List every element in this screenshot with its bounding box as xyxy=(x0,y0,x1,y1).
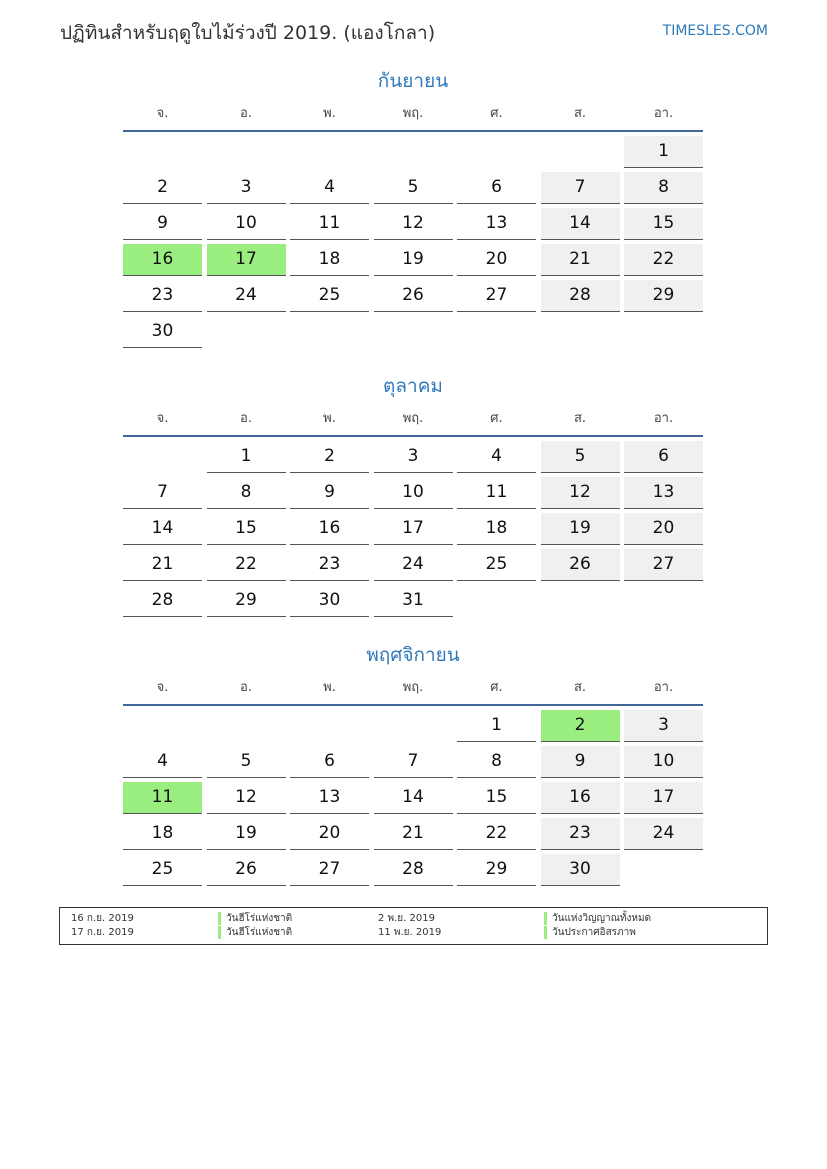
day-cell: 27 xyxy=(624,549,703,581)
day-cell: 24 xyxy=(374,549,453,581)
day-cell: 4 xyxy=(123,746,202,778)
weekday-label: พฤ. xyxy=(402,411,424,426)
day-cell: 22 xyxy=(457,818,536,850)
day-cell: 25 xyxy=(290,280,369,312)
day-cell: 15 xyxy=(457,782,536,814)
day-grid xyxy=(123,706,703,922)
legend-row xyxy=(60,926,767,939)
day-cell: 19 xyxy=(374,244,453,276)
day-cell: 20 xyxy=(290,818,369,850)
day-cell: 4 xyxy=(290,172,369,204)
day-cell: 18 xyxy=(457,513,536,545)
weekday-label: ศ. xyxy=(490,411,503,426)
day-cell-holiday: 11 xyxy=(123,782,202,814)
day-cell: 23 xyxy=(290,549,369,581)
day-cell: 3 xyxy=(207,172,286,204)
day-cell: 12 xyxy=(207,782,286,814)
weekday-label: พ. xyxy=(323,411,336,426)
day-cell: 10 xyxy=(374,477,453,509)
day-cell: 28 xyxy=(374,854,453,886)
month-title: พฤศจิกายน xyxy=(366,644,460,666)
weekday-label: จ. xyxy=(156,411,169,426)
legend-date: 16 ก.ย. 2019 xyxy=(71,913,134,924)
day-cell: 26 xyxy=(207,854,286,886)
day-cell: 29 xyxy=(457,854,536,886)
month-september xyxy=(123,68,703,348)
day-cell: 16 xyxy=(290,513,369,545)
day-cell: 5 xyxy=(207,746,286,778)
page-title: ปฏิทินสำหรับฤดูใบไม้ร่วงปี 2019. (แองโกลา) xyxy=(60,22,436,44)
day-cell: 27 xyxy=(290,854,369,886)
weekday-label: พ. xyxy=(323,106,336,121)
weekday-label: ส. xyxy=(573,106,587,121)
day-cell: 25 xyxy=(457,549,536,581)
weekday-label: จ. xyxy=(156,106,169,121)
day-cell: 28 xyxy=(541,280,620,312)
month-october xyxy=(123,373,703,653)
day-cell: 26 xyxy=(374,280,453,312)
day-cell: 15 xyxy=(624,208,703,240)
weekday-label: ส. xyxy=(573,680,587,695)
weekday-label: พฤ. xyxy=(402,106,424,121)
day-cell: 9 xyxy=(290,477,369,509)
day-cell: 20 xyxy=(457,244,536,276)
day-cell: 17 xyxy=(374,513,453,545)
legend-holiday-name: วันฮีโร่แห่งชาติ xyxy=(218,912,292,925)
day-cell: 30 xyxy=(541,854,620,886)
weekday-label: อา. xyxy=(653,411,674,426)
day-cell: 24 xyxy=(207,280,286,312)
legend-row xyxy=(60,912,767,925)
weekday-label: อ. xyxy=(240,680,252,695)
weekday-header xyxy=(123,678,703,706)
day-cell: 6 xyxy=(624,441,703,473)
day-cell: 23 xyxy=(123,280,202,312)
day-cell: 12 xyxy=(374,208,453,240)
day-cell: 18 xyxy=(290,244,369,276)
month-november xyxy=(123,642,703,922)
legend-holiday-name: วันแห่งวิญญาณทั้งหมด xyxy=(544,912,651,925)
day-cell: 21 xyxy=(374,818,453,850)
day-cell: 30 xyxy=(290,585,369,617)
day-cell: 14 xyxy=(374,782,453,814)
weekday-label: ส. xyxy=(573,411,587,426)
day-cell: 22 xyxy=(624,244,703,276)
weekday-label: ศ. xyxy=(490,680,503,695)
legend-date: 11 พ.ย. 2019 xyxy=(378,927,442,938)
day-cell-holiday: 16 xyxy=(123,244,202,276)
holiday-legend xyxy=(59,907,768,945)
legend-holiday-name: วันฮีโร่แห่งชาติ xyxy=(218,926,292,939)
day-cell: 6 xyxy=(290,746,369,778)
day-cell: 19 xyxy=(541,513,620,545)
day-grid xyxy=(123,437,703,653)
day-cell: 13 xyxy=(624,477,703,509)
day-cell: 1 xyxy=(457,710,536,742)
day-cell: 4 xyxy=(457,441,536,473)
day-cell: 2 xyxy=(123,172,202,204)
day-cell: 24 xyxy=(624,818,703,850)
weekday-label: พฤ. xyxy=(402,680,424,695)
day-cell: 3 xyxy=(624,710,703,742)
day-cell: 17 xyxy=(624,782,703,814)
day-cell: 7 xyxy=(541,172,620,204)
weekday-label: อ. xyxy=(240,411,252,426)
day-cell: 1 xyxy=(207,441,286,473)
day-cell: 31 xyxy=(374,585,453,617)
legend-date: 17 ก.ย. 2019 xyxy=(71,927,134,938)
day-cell: 13 xyxy=(457,208,536,240)
day-cell: 8 xyxy=(457,746,536,778)
day-cell: 21 xyxy=(123,549,202,581)
brand-link[interactable]: TIMESLES.COM xyxy=(662,23,768,39)
month-title: ตุลาคม xyxy=(383,375,443,397)
weekday-header xyxy=(123,104,703,132)
day-cell: 18 xyxy=(123,818,202,850)
day-cell: 22 xyxy=(207,549,286,581)
day-cell: 8 xyxy=(624,172,703,204)
day-cell: 14 xyxy=(123,513,202,545)
day-cell: 11 xyxy=(457,477,536,509)
day-cell: 29 xyxy=(207,585,286,617)
day-cell: 23 xyxy=(541,818,620,850)
day-cell: 30 xyxy=(123,316,202,348)
day-cell: 10 xyxy=(207,208,286,240)
day-cell: 9 xyxy=(123,208,202,240)
day-cell: 5 xyxy=(374,172,453,204)
day-cell: 2 xyxy=(290,441,369,473)
day-grid xyxy=(123,132,703,348)
day-cell: 10 xyxy=(624,746,703,778)
day-cell: 13 xyxy=(290,782,369,814)
day-cell: 11 xyxy=(290,208,369,240)
weekday-label: พ. xyxy=(323,680,336,695)
legend-holiday-name: วันประกาศอิสรภาพ xyxy=(544,926,636,939)
day-cell: 20 xyxy=(624,513,703,545)
day-cell: 29 xyxy=(624,280,703,312)
weekday-label: อา. xyxy=(653,680,674,695)
weekday-header xyxy=(123,409,703,437)
weekday-label: อ. xyxy=(240,106,252,121)
day-cell: 5 xyxy=(541,441,620,473)
day-cell: 27 xyxy=(457,280,536,312)
day-cell: 16 xyxy=(541,782,620,814)
weekday-label: อา. xyxy=(653,106,674,121)
day-cell: 3 xyxy=(374,441,453,473)
day-cell: 28 xyxy=(123,585,202,617)
day-cell: 1 xyxy=(624,136,703,168)
day-cell-holiday: 2 xyxy=(541,710,620,742)
legend-date: 2 พ.ย. 2019 xyxy=(378,913,435,924)
day-cell: 15 xyxy=(207,513,286,545)
day-cell: 26 xyxy=(541,549,620,581)
day-cell: 12 xyxy=(541,477,620,509)
day-cell: 21 xyxy=(541,244,620,276)
day-cell: 6 xyxy=(457,172,536,204)
weekday-label: ศ. xyxy=(490,106,503,121)
day-cell: 25 xyxy=(123,854,202,886)
day-cell-holiday: 17 xyxy=(207,244,286,276)
day-cell: 7 xyxy=(123,477,202,509)
month-title: กันยายน xyxy=(377,70,449,92)
day-cell: 19 xyxy=(207,818,286,850)
day-cell: 8 xyxy=(207,477,286,509)
weekday-label: จ. xyxy=(156,680,169,695)
day-cell: 7 xyxy=(374,746,453,778)
day-cell: 9 xyxy=(541,746,620,778)
day-cell: 14 xyxy=(541,208,620,240)
